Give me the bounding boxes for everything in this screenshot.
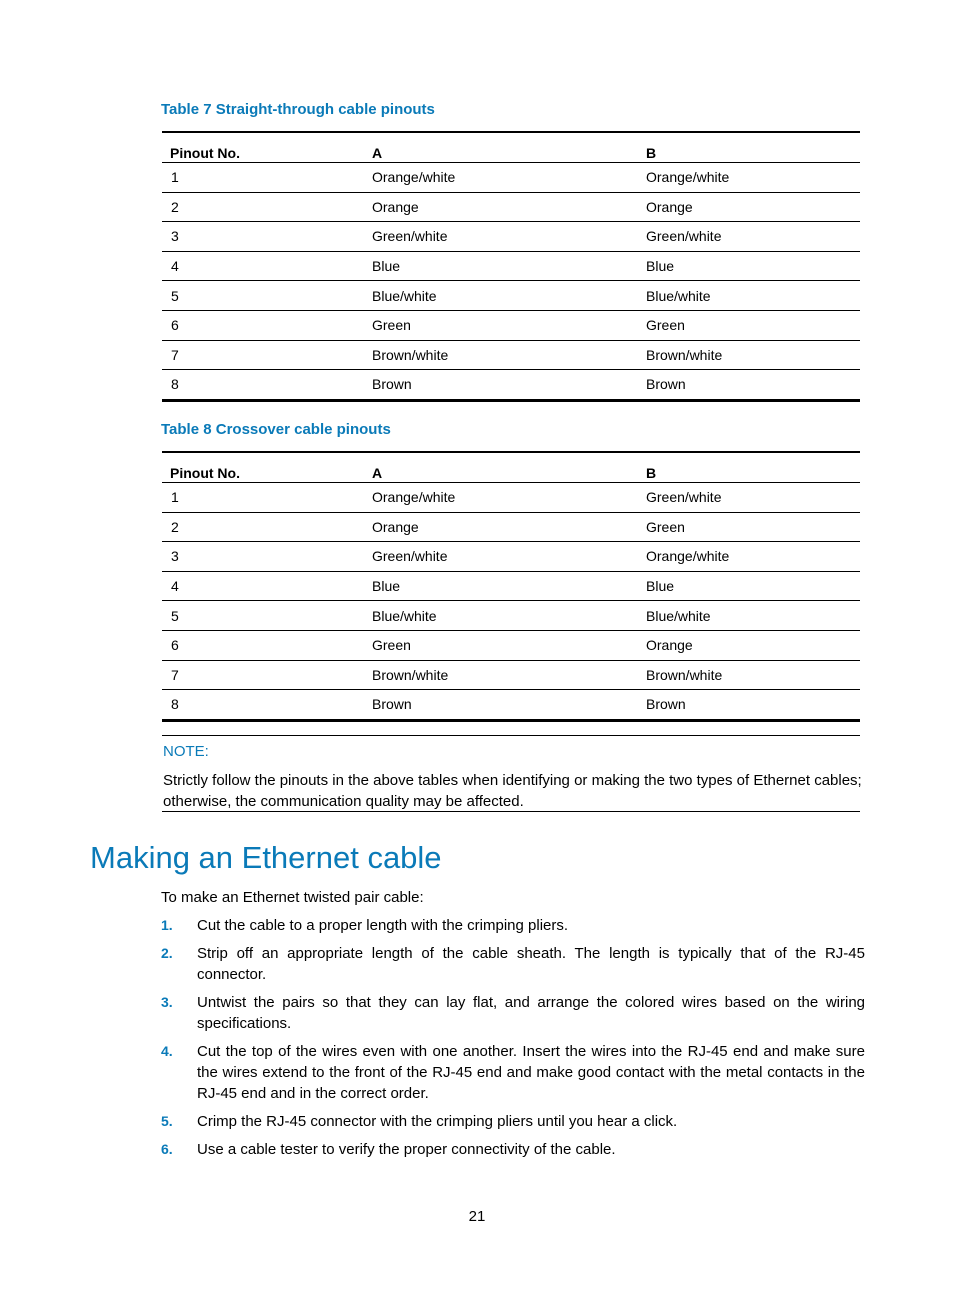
pin-number-cell: 5	[162, 601, 364, 631]
pin-number-cell: 3	[162, 222, 364, 252]
wire-b-cell: Green/white	[638, 222, 860, 252]
pin-number-cell: 3	[162, 542, 364, 572]
wire-a-cell: Blue/white	[364, 281, 638, 311]
table-row	[162, 370, 860, 401]
table-row	[162, 571, 860, 601]
wire-a-cell: Brown/white	[364, 660, 638, 690]
section-intro: To make an Ethernet twisted pair cable:	[161, 889, 424, 906]
wire-a-cell: Green/white	[364, 222, 638, 252]
pin-number-cell: 8	[162, 690, 364, 721]
wire-a-cell: Brown/white	[364, 340, 638, 370]
list-item	[161, 1111, 865, 1132]
pin-number-cell: 5	[162, 281, 364, 311]
wire-a-cell: Orange/white	[364, 163, 638, 193]
crossover-pinout-table	[162, 451, 860, 722]
wire-b-cell: Orange	[638, 630, 860, 660]
pin-number-cell: 7	[162, 660, 364, 690]
step-number: 2.	[161, 945, 173, 961]
list-item	[161, 915, 865, 936]
table7-caption: Table 7 Straight-through cable pinouts	[161, 101, 435, 118]
pin-number-cell: 6	[162, 630, 364, 660]
note-text: Strictly follow the pinouts in the above tables when identifying or making the two types of Ethernet cables; otherwise, the communication quality may be affected.	[163, 772, 862, 810]
wire-b-cell: Green/white	[638, 483, 860, 513]
wire-a-cell: Green/white	[364, 542, 638, 572]
column-header: B	[638, 452, 860, 483]
straight-through-pinout-table	[162, 131, 860, 402]
table-row	[162, 310, 860, 340]
wire-a-cell: Brown	[364, 370, 638, 401]
list-item	[161, 992, 865, 1034]
column-header: A	[364, 132, 638, 163]
table-row	[162, 483, 860, 513]
wire-a-cell: Orange	[364, 512, 638, 542]
step-number: 6.	[161, 1141, 173, 1157]
pin-number-cell: 4	[162, 571, 364, 601]
wire-b-cell: Blue	[638, 251, 860, 281]
wire-b-cell: Orange/white	[638, 542, 860, 572]
table8-caption: Table 8 Crossover cable pinouts	[161, 421, 391, 438]
table-row	[162, 281, 860, 311]
wire-b-cell: Brown/white	[638, 340, 860, 370]
table-row	[162, 690, 860, 721]
table-row	[162, 340, 860, 370]
pin-number-cell: 2	[162, 192, 364, 222]
table-row	[162, 660, 860, 690]
column-header: A	[364, 452, 638, 483]
column-header: B	[638, 132, 860, 163]
step-text: Use a cable tester to verify the proper connectivity of the cable.	[197, 1141, 616, 1158]
page-number: 21	[468, 1208, 486, 1225]
column-header: Pinout No.	[162, 132, 364, 163]
pin-number-cell: 7	[162, 340, 364, 370]
wire-b-cell: Brown/white	[638, 660, 860, 690]
pin-number-cell: 8	[162, 370, 364, 401]
wire-a-cell: Blue/white	[364, 601, 638, 631]
wire-a-cell: Orange	[364, 192, 638, 222]
table-row	[162, 251, 860, 281]
wire-b-cell: Brown	[638, 690, 860, 721]
wire-a-cell: Blue	[364, 571, 638, 601]
step-number: 1.	[161, 917, 173, 933]
list-item	[161, 943, 865, 985]
wire-a-cell: Green	[364, 630, 638, 660]
steps-list	[161, 915, 865, 1167]
note-label: NOTE:	[163, 743, 209, 760]
table-header-row	[162, 452, 860, 483]
table-row	[162, 542, 860, 572]
wire-a-cell: Orange/white	[364, 483, 638, 513]
step-text: Crimp the RJ-45 connector with the crimping pliers until you hear a click.	[197, 1113, 678, 1130]
table-row	[162, 192, 860, 222]
wire-b-cell: Blue/white	[638, 281, 860, 311]
table-row	[162, 222, 860, 252]
table-row	[162, 512, 860, 542]
table-row	[162, 630, 860, 660]
wire-a-cell: Green	[364, 310, 638, 340]
wire-b-cell: Orange	[638, 192, 860, 222]
table-header-row	[162, 132, 860, 163]
pin-number-cell: 2	[162, 512, 364, 542]
pin-number-cell: 1	[162, 163, 364, 193]
column-header: Pinout No.	[162, 452, 364, 483]
wire-b-cell: Green	[638, 310, 860, 340]
table-row	[162, 163, 860, 193]
step-text: Cut the top of the wires even with one another. Insert the wires into the RJ-45 end and make sure the wires extend to the front of the RJ-45 end and make good contact with the metal contacts in the RJ-45 end and in the correct order.	[197, 1043, 865, 1102]
pin-number-cell: 4	[162, 251, 364, 281]
step-text: Untwist the pairs so that they can lay flat, and arrange the colored wires based on the wiring specifications.	[197, 994, 865, 1032]
step-number: 5.	[161, 1113, 173, 1129]
wire-a-cell: Blue	[364, 251, 638, 281]
section-heading: Making an Ethernet cable	[90, 840, 442, 875]
table-row	[162, 601, 860, 631]
wire-b-cell: Blue	[638, 571, 860, 601]
step-number: 4.	[161, 1043, 173, 1059]
step-text: Strip off an appropriate length of the cable sheath. The length is typically that of the RJ-45 connector.	[197, 945, 865, 983]
wire-b-cell: Orange/white	[638, 163, 860, 193]
wire-b-cell: Blue/white	[638, 601, 860, 631]
list-item	[161, 1041, 865, 1104]
note-box	[162, 735, 860, 812]
wire-b-cell: Green	[638, 512, 860, 542]
step-number: 3.	[161, 994, 173, 1010]
pin-number-cell: 1	[162, 483, 364, 513]
list-item	[161, 1139, 865, 1160]
pin-number-cell: 6	[162, 310, 364, 340]
wire-a-cell: Brown	[364, 690, 638, 721]
step-text: Cut the cable to a proper length with the crimping pliers.	[197, 917, 569, 934]
wire-b-cell: Brown	[638, 370, 860, 401]
